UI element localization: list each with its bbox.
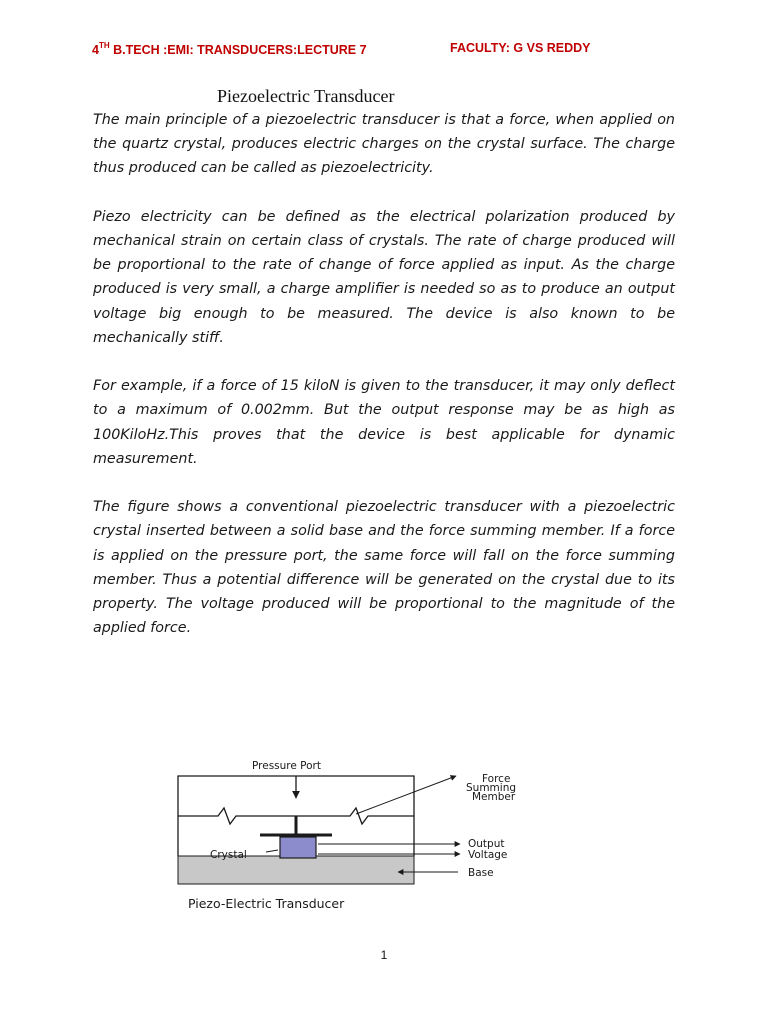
- header-course: [92, 41, 367, 57]
- label-output: Output: [468, 838, 505, 850]
- header-course-number: 4: [92, 43, 99, 57]
- figure-caption: Piezo-Electric Transducer: [188, 896, 345, 911]
- label-base: Base: [468, 867, 494, 879]
- label-summing: Summing: [466, 782, 517, 794]
- label-force: Force: [482, 773, 511, 785]
- page-header: [92, 41, 676, 61]
- paragraph: The figure shows a conventional piezoelectric transducer with a piezoelectric crystal inserted between a solid base and the force summing member. If a force is applied on the pressure port, the same force will fall on the force summing member. Thus a potential difference will be generated on the crystal due to its property. The voltage produced will be proportional to the magnitude of the applied force.: [93, 499, 675, 637]
- crystal-pointer: [266, 850, 278, 852]
- force-summing-pointer: [356, 776, 456, 814]
- section-title: Piezoelectric Transducer: [217, 86, 395, 106]
- header-faculty: FACULTY: G VS REDDY: [450, 41, 591, 55]
- transducer-diagram: [168, 752, 558, 917]
- label-member: Member: [472, 791, 516, 803]
- label-crystal: Crystal: [210, 849, 247, 861]
- label-voltage: Voltage: [468, 849, 508, 861]
- label-pressure-port: Pressure Port: [252, 760, 321, 772]
- header-course-superscript: TH: [98, 41, 110, 50]
- page-number: 1: [380, 948, 388, 962]
- paragraph: For example, if a force of 15 kiloN is given to the transducer, it may only deflect to a maximum of 0.002mm. But the output response may be as high as 100KiloHz.This proves that the device is best applicable for dynamic measurement.: [93, 378, 675, 467]
- paragraph: Piezo electricity can be defined as the electrical polarization produced by mechanical strain on certain class of crystals. The rate of charge produced will be proportional to the rate of change of force applied as input. As the charge produced is very small, a charge amplifier is needed so as to produce an output voltage big enough to be measured. The device is also known to be mechanically stiff.: [93, 208, 675, 346]
- crystal-element: [280, 837, 316, 858]
- header-course-text: B.TECH :EMI: TRANSDUCERS:LECTURE 7: [109, 43, 367, 57]
- body-text: [93, 108, 675, 665]
- paragraph: The main principle of a piezoelectric transducer is that a force, when applied on the quartz crystal, produces electric charges on the crystal surface. The charge thus produced can be called as piezoelectricity.: [93, 112, 675, 177]
- transducer-diagram-svg: [168, 752, 558, 917]
